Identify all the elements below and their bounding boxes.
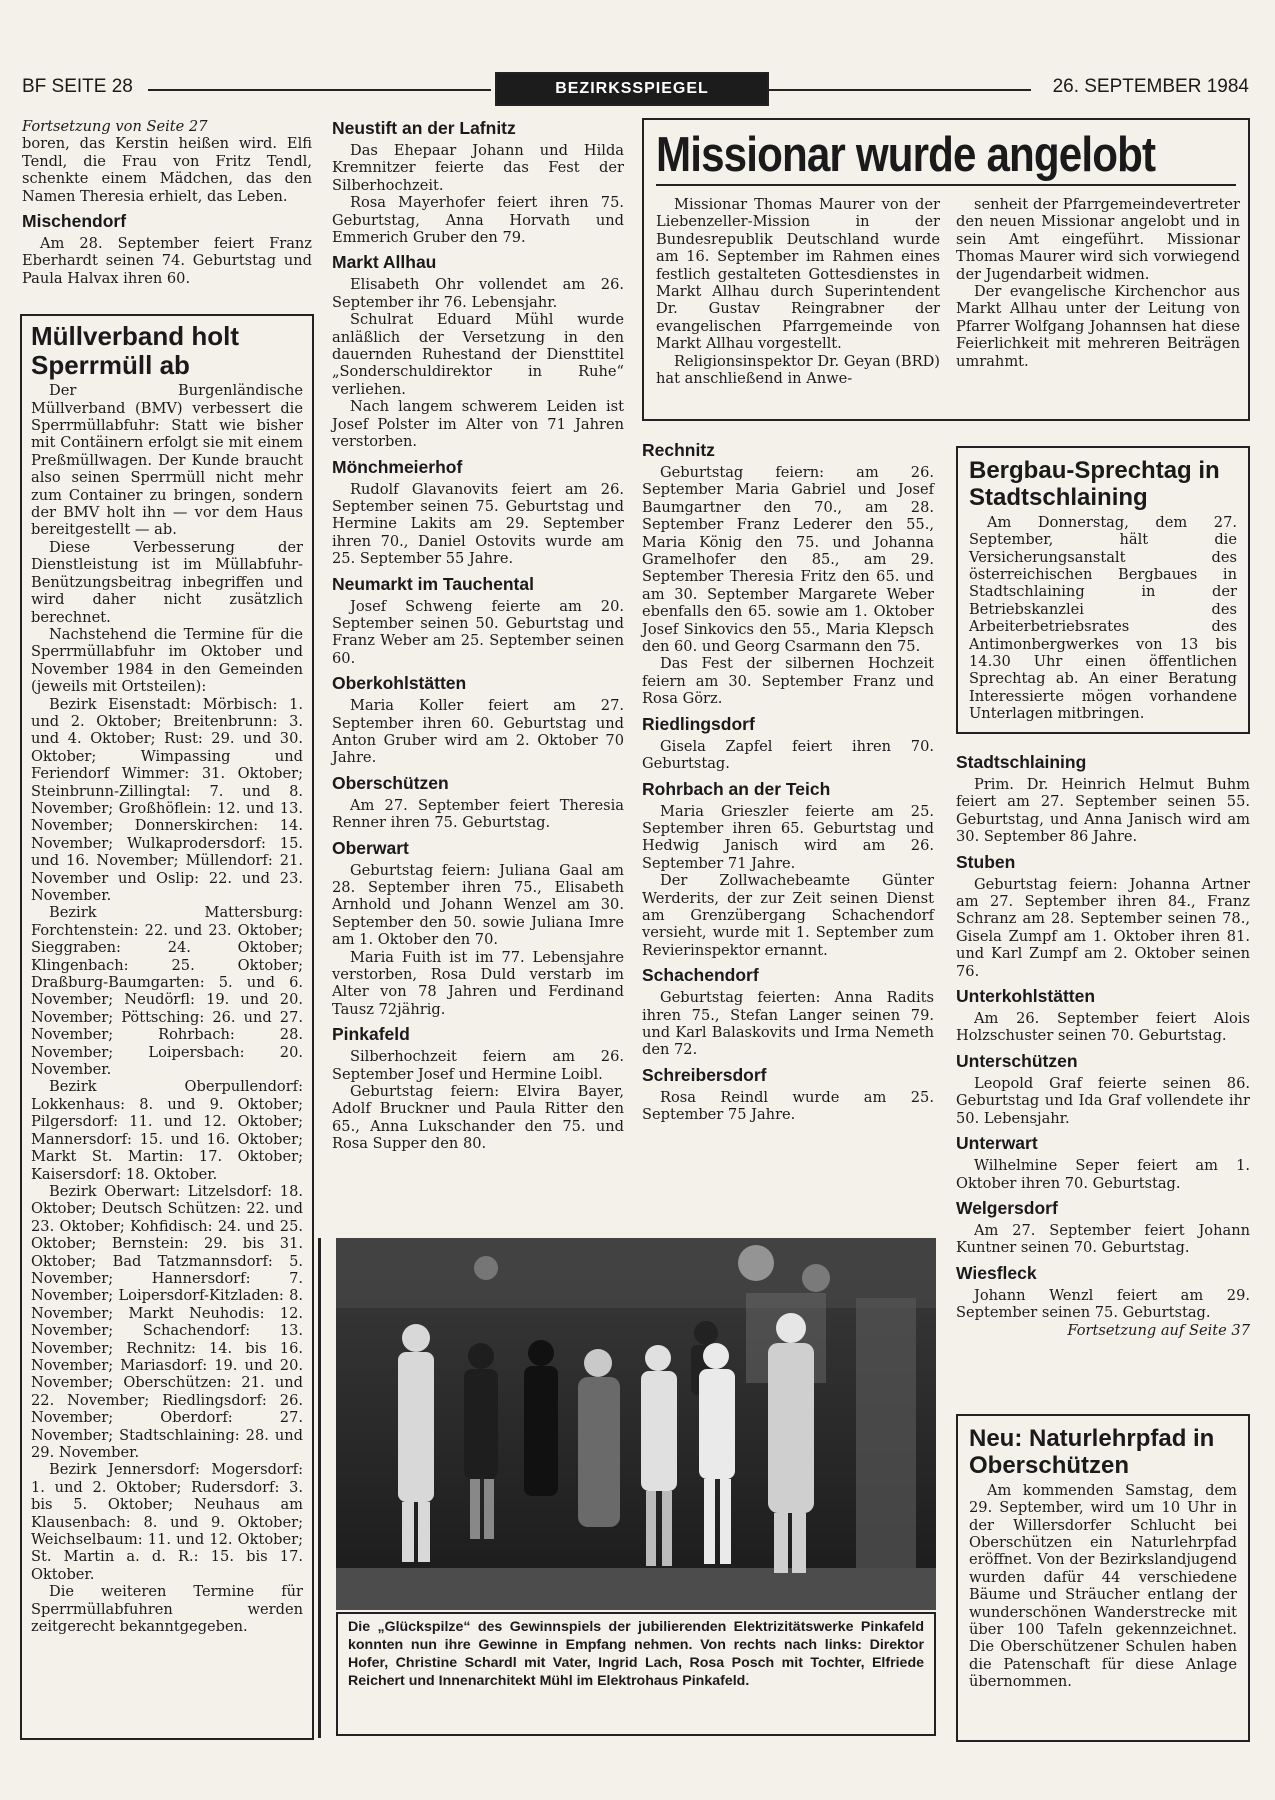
section-text: Johann Wenzl feiert am 29. September seinen 75. Geburtstag. xyxy=(956,1286,1250,1322)
section-heading: Oberkohlstätten xyxy=(332,673,467,694)
intro-text: boren, das Kerstin heißen wird. Elfi Tendl, die Frau von Fritz Tendl, schenkte einem Mädchen, das den Namen Theresia erhielt, das Leben. xyxy=(22,135,312,205)
section-text: Geburtstag feiern: Juliana Gaal am 28. September ihren 75., Elisabeth Arnhold und Johann Wenzel am 30. September den 50. sowie Juliana Imre am 1. Oktober den 70. xyxy=(332,861,624,949)
section-heading: Stuben xyxy=(956,851,1016,872)
district-entry: Bezirk Oberpullendorf: Lokkenhaus: 8. und 9. Oktober; Pilgersdorf: 11. und 12. Oktober; Mannersdorf: 15. und 16. Oktober; Markt St. Martin: 17. Oktober; Kaisersdorf: 18. Oktober. xyxy=(31,1078,303,1183)
section-text: Das Ehepaar Johann und Hilda Kremnitzer feierte das Fest der Silberhochzeit. xyxy=(332,142,624,194)
muellverband-article xyxy=(20,314,314,1740)
article-paragraph: senheit der Pfarrgemeindevertreter den neuen Missionar angelobt und in sein Amt eingeführt. Missionar Thomas Maurer wird sich vorwiegend der Jugendarbeit widmen. xyxy=(956,196,1240,283)
article-paragraph: Nachstehend die Termine für die Sperrmüllabfuhr im Oktober und November 1984 in den Gemeinden (jeweils mit Ortsteilen): xyxy=(31,625,303,696)
section-text: Josef Schweng feierte am 20. September seinen 50. Geburtstag und Franz Weber am 25. September seinen 60. xyxy=(332,597,624,667)
section-text: Elisabeth Ohr vollendet am 26. September ihr 76. Lebensjahr. xyxy=(332,276,624,311)
article-paragraph: Die weiteren Termine für Sperrmüllabfuhren werden zeitgerecht bekanntgegeben. xyxy=(31,1583,303,1636)
section-text: Geburtstag feiern: Johanna Artner am 27. September ihren 84., Franz Schranz am 28. September seinen 78., Gisela Zumpf am 1. Oktober ihren 81. und Karl Zumpf am 2. Oktober seinen 76. xyxy=(956,875,1250,980)
section-heading: Markt Allhau xyxy=(332,252,437,273)
district-entry: Bezirk Eisenstadt: Mörbisch: 1. und 2. Oktober; Breitenbrunn: 3. und 4. Oktober; Rust: 29. und 30. Oktober; Wimpassing und Feriendorf Wimmer: 31. Oktober; Steinbrunn-Zillingtal: 7. und 8. November; Großhöflein: 12. und 13. November; Donnerskirchen: 14. November; Wulkaprodersdorf: 15. und 16. November; Müllendorf: 21. November und Oslip: 22. und 23. November. xyxy=(31,695,304,904)
section-heading: Rechnitz xyxy=(642,440,715,460)
article-title: Neu: Naturlehrpfad in Oberschützen xyxy=(969,1425,1215,1479)
section-text: Das Fest der silbernen Hochzeit feiern am 30. September Franz und Rosa Görz. xyxy=(642,655,934,708)
section-heading: Neustift an der Lafnitz xyxy=(332,118,516,138)
section-text: Am 28. September feiert Franz Eberhardt seinen 74. Geburtstag und Paula Halvax ihren 60. xyxy=(22,235,312,287)
article-paragraph: Diese Verbesserung der Dienstleistung ist im Müllabfuhr-Benützungsbeitrag inbegriffen und wird daher nicht zusätzlich berechnet. xyxy=(31,538,303,626)
article-paragraph: Der Burgenländische Müllverband (BMV) verbessert die Sperrmüllabfuhr: Statt wie bisher mit Contäinern erfolgt sie mit einem Preßmüllwagen. Der Kunde braucht also seinen Sperrmüll nicht mehr zum Container zu bringen, sondern der BMV holt ihn — vor dem Haus bereitgestellt — ab. xyxy=(31,382,303,539)
article-paragraph: Am kommenden Samstag, dem 29. September, wird um 10 Uhr in der Willersdorfer Schlucht bei Oberschützen ein Naturlehrpfad eröffnet. Von der Bezirkslandjugend wurden dafür 44 verschiedene Bäume und Sträucher entlang der wunderschönen Wanderstrecke mit über 100 Tafeln gekennzeichnet. Die Oberschützener Schulen haben die Patenschaft für diese Anlage übernommen. xyxy=(969,1481,1237,1691)
section-heading: Mischendorf xyxy=(22,211,127,232)
column-3 xyxy=(642,440,934,1124)
photo-illustration xyxy=(336,1238,936,1610)
section-text: Am 27. September feiert Theresia Renner ihren 75. Geburtstag. xyxy=(332,796,624,832)
section-heading: Wiesfleck xyxy=(956,1262,1037,1283)
issue-date: 26. SEPTEMBER 1984 xyxy=(1052,76,1249,97)
district-entry: Bezirk Oberwart: Litzelsdorf: 18. Oktober; Deutsch Schützen: 22. und 23. Oktober; Kohfidisch: 24. und 25. Oktober; Bernstein: 29. bis 31. Oktober; Bad Tatzmannsdorf: 5. November; Hannersdorf: 7. November; Loipersdorf-Kitzladen: 8. November; Markt Neuhodis: 12. November; Schachendorf: 13. November; Rechnitz: 14. bis 16. November; Mariasdorf: 19. und 20. November; Oberschützen: 21. und 22. November; Riedlingsdorf: 26. November; Oberdorf: 27. November; Stadtschlaining: 28. und 29. November. xyxy=(31,1182,303,1461)
section-heading: Welgersdorf xyxy=(956,1197,1058,1218)
title-rule xyxy=(656,184,1236,186)
section-heading: Neumarkt im Tauchental xyxy=(332,573,534,594)
section-text: Maria Koller feiert am 27. September ihren 60. Geburtstag und Anton Gruber wird am 2. Oktober 70 Jahre. xyxy=(332,697,624,767)
header-rule-right xyxy=(769,89,1031,91)
section-text: Schulrat Eduard Mühl wurde anläßlich der Versetzung in den dauernden Ruhestand der Diensttitel „Sonderschuldirektor in Ruhe“ verliehen. xyxy=(332,311,624,398)
section-text: Gisela Zapfel feiert ihren 70. Geburtstag. xyxy=(642,737,934,773)
section-heading: Schachendorf xyxy=(642,965,759,986)
group-photo xyxy=(336,1238,936,1610)
section-text: Nach langem schwerem Leiden ist Josef Polster im Alter von 71 Jahren verstorben. xyxy=(332,398,624,451)
section-heading: Pinkafeld xyxy=(332,1024,410,1045)
section-heading: Schreibersdorf xyxy=(642,1064,767,1085)
section-text: Rosa Reindl wurde am 25. September 75 Jahre. xyxy=(642,1088,934,1124)
section-heading: Oberwart xyxy=(332,837,409,858)
continued-from: Fortsetzung von Seite 27 xyxy=(22,118,208,135)
section-heading: Rohrbach an der Teich xyxy=(642,778,831,799)
article-title: Missionar wurde angelobt xyxy=(656,128,1156,182)
section-text: Geburtstag feiern: Elvira Bayer, Adolf Bruckner und Paula Ritter den 65., Anna Lukschander den 75. und Rosa Supper den 80. xyxy=(332,1083,624,1153)
column-divider xyxy=(318,1238,321,1738)
section-text: Geburtstag feiern: am 26. September Maria Gabriel und Josef Baumgartner den 70., am 28. September Franz Lederer den 55., Maria König den 75. und Johanna Gramelhofer den 85., am 29. September Theresia Fritz den 65. und am 30. September Margarete Weber ebenfalls den 65. sowie am 1. Oktober Josef Sinkovics den 55., Maria Klepsch den 60. und Georg Csarmann den 75. xyxy=(642,464,934,656)
section-text: Leopold Graf feierte seinen 86. Geburtstag und Ida Graf vollendete ihr 50. Lebensjahr. xyxy=(956,1074,1250,1127)
masthead: BEZIRKSSPIEGEL xyxy=(495,72,769,106)
section-heading: Unterschützen xyxy=(956,1050,1078,1071)
section-text: Wilhelmine Seper feiert am 1. Oktober ihren 70. Geburtstag. xyxy=(956,1157,1250,1192)
section-heading: Riedlingsdorf xyxy=(642,713,755,734)
article-paragraph: Religionsinspektor Dr. Geyan (BRD) hat anschließend in Anwe- xyxy=(656,352,940,388)
section-text: Der Zollwachebeamte Günter Werderits, der zur Zeit seinen Dienst am Grenzübergang Schachendorf versieht, wurde mit 1. September zum Revierinspektor ernannt. xyxy=(642,872,934,959)
article-paragraph: Am Donnerstag, dem 27. September, hält die Versicherungsanstalt des österreichischen Bergbaues in Stadtschlaining in der Betriebskanzlei des Arbeiterbetriebsrates des Antimonbergwerkes von 13 bis 14.30 Uhr einen öffentlichen Sprechtag ab. An einer Beratung Interessierte mögen vorhandene Unterlagen mitbringen. xyxy=(969,513,1237,723)
missionar-article xyxy=(642,118,1250,421)
section-text: Rudolf Glavanovits feiert am 26. September seinen 75. Geburtstag und Hermine Lakits am 29. September ihren 70., Daniel Ostovits wurde am 25. September 55 Jahre. xyxy=(332,480,624,568)
section-text: Maria Fuith ist im 77. Lebensjahre verstorben, Rosa Duld verstarb im Alter von 78 Jahren und Ferdinand Tausz 72jährig. xyxy=(332,948,624,1018)
section-heading: Oberschützen xyxy=(332,772,449,793)
article-title: Bergbau-Sprechtag in Stadtschlaining xyxy=(969,457,1220,511)
header-rule-left xyxy=(148,89,491,91)
section-text: Am 27. September feiert Johann Kuntner seinen 70. Geburtstag. xyxy=(956,1221,1250,1257)
section-heading: Mönchmeierhof xyxy=(332,456,463,477)
section-text: Geburtstag feierten: Anna Radits ihren 75., Stefan Langer seinen 79. und Karl Balaskovits und Irma Nemeth den 72. xyxy=(642,989,934,1059)
district-entry: Bezirk Jennersdorf: Mogersdorf: 1. und 2. Oktober; Rudersdorf: 3. bis 5. Oktober; Neuhaus am Klausenbach: 8. und 9. Oktober; Weichselbaum: 11. und 12. Oktober; St. Martin a. d. R.: 15. bis 17. Oktober. xyxy=(31,1461,303,1583)
district-entry: Bezirk Mattersburg: Forchtenstein: 22. und 23. Oktober; Sieggraben: 24. Oktober; Klingenbach: 25. Oktober; Draßburg-Baumgarten: 5. und 6. November; Neudörfl: 19. und 20. November; Pöttsching: 26. und 27. November; Rohrbach: 28. November; Loipersbach: 20. November. xyxy=(31,904,303,1079)
continued-to: Fortsetzung auf Seite 37 xyxy=(1067,1321,1250,1339)
section-text: Silberhochzeit feiern am 26. September Josef und Hermine Loibl. xyxy=(332,1048,624,1083)
section-heading: Unterwart xyxy=(956,1133,1038,1154)
article-paragraph: Der evangelische Kirchenchor aus Markt Allhau unter der Leitung von Pfarrer Wolfgang Johannsen hat diese Feierlichkeit mit mehreren Beiträgen umrahmt. xyxy=(956,283,1240,370)
section-heading: Stadtschlaining xyxy=(956,752,1087,772)
photo-caption: Die „Glückspilze“ des Gewinnspiels der jubilierenden Elektrizitätswerke Pinkafeld konnten nun ihre Gewinne in Empfang nehmen. Von rechts nach links: Direktor Hofer, Christine Schardl mit Vater, Ingrid Lach, Rosa Posch mit Tochter, Elfriede Reichert und Innenarchitekt Mühl im Elektrohaus Pinkafeld. xyxy=(336,1612,936,1736)
section-text: Maria Grieszler feierte am 25. September ihren 65. Geburtstag und Hedwig Janisch wird am 26. September 71 Jahre. xyxy=(642,802,934,872)
section-text: Prim. Dr. Heinrich Helmut Buhm feiert am 27. September seinen 55. Geburtstag, und Anna Janisch wird am 30. September 86 Jahre. xyxy=(956,776,1250,846)
column-2 xyxy=(332,118,624,1153)
section-text: Rosa Mayerhofer feiert ihren 75. Geburtstag, Anna Horvath und Emmerich Gruber den 79. xyxy=(332,194,624,247)
section-heading: Unterkohlstätten xyxy=(956,986,1096,1007)
bergbau-article xyxy=(956,446,1250,734)
article-paragraph: Missionar Thomas Maurer von der Liebenzeller-Mission in der Bundesrepublik Deutschland wurde am 16. September im Rahmen eines festlich gestalteten Gottesdienstes in Markt Allhau durch Superintendent Dr. Gustav Reingrabner der evangelischen Pfarrgemeinde von Markt Allhau vorgestellt. xyxy=(656,196,940,353)
section-text: Am 26. September feiert Alois Holzschuster seinen 70. Geburtstag. xyxy=(956,1010,1250,1045)
page-label: BF SEITE 28 xyxy=(22,76,133,97)
naturlehrpfad-article xyxy=(956,1414,1250,1742)
column-4 xyxy=(956,752,1250,1339)
column-1 xyxy=(22,118,312,287)
article-title: Müllverband holt Sperrmüll ab xyxy=(31,321,239,381)
